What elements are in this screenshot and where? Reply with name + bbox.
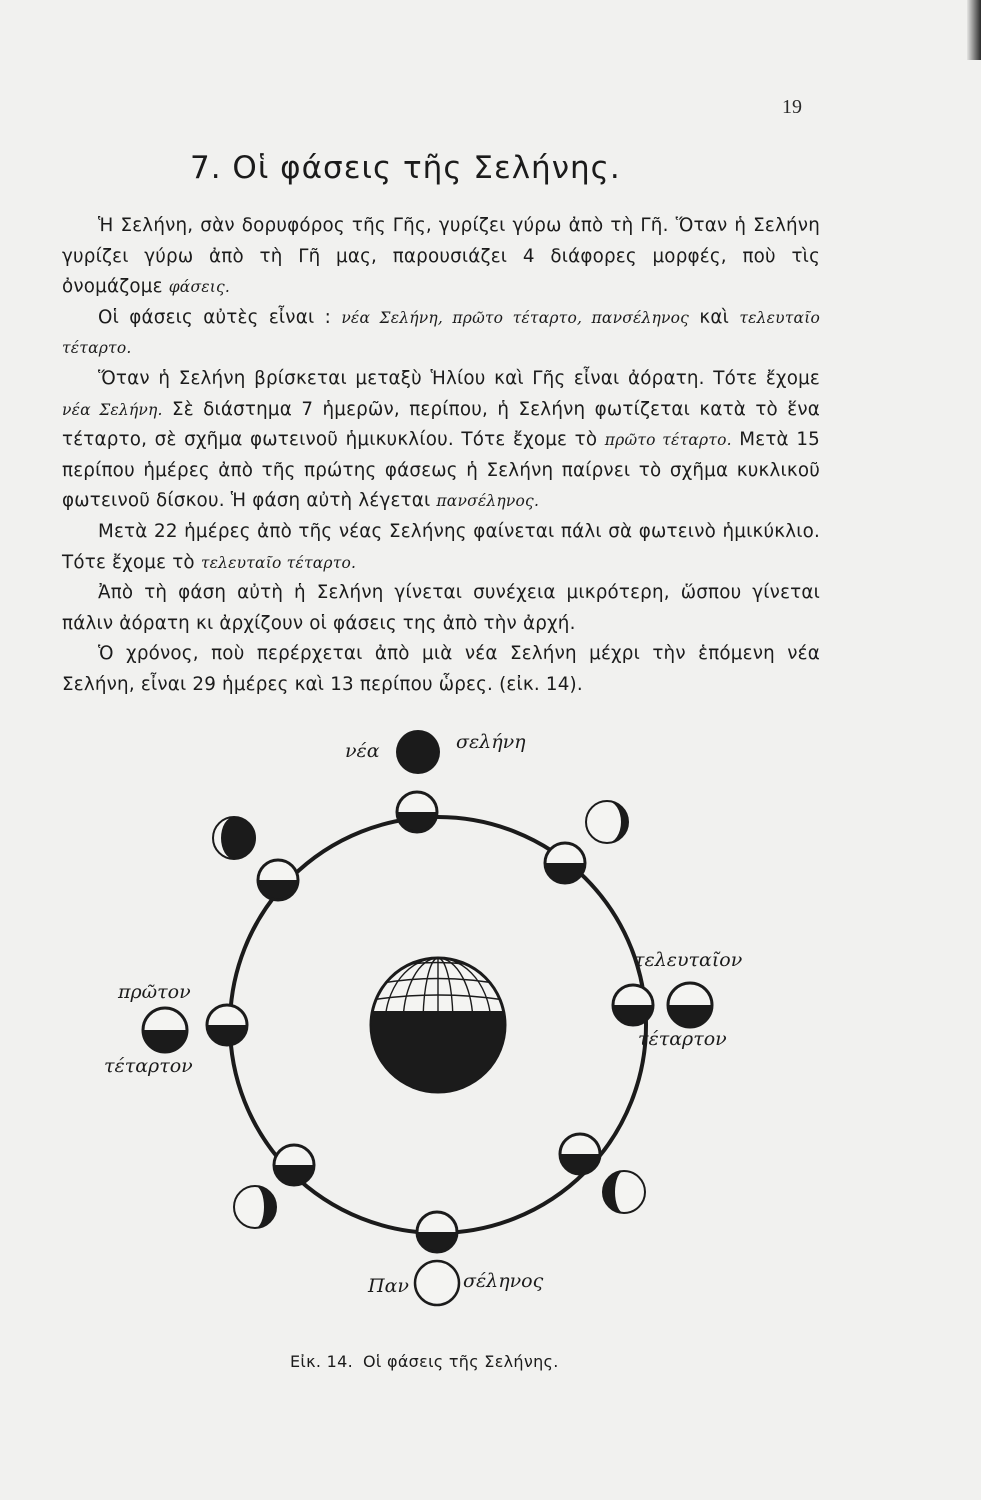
moon-crescent-upper-left-outer [213, 817, 255, 859]
paragraph-2-and: καὶ [699, 306, 729, 328]
figure-caption-text: Οἱ φάσεις τῆς Σελήνης. [362, 1352, 559, 1371]
figure-caption [290, 1352, 559, 1371]
label-new-moon-right: σελήνη [456, 731, 526, 753]
moon-orbit-right [613, 985, 653, 1025]
term-last-quarter: τελευταῖο τέταρτο. [62, 308, 821, 358]
label-new-moon-left: νέα [345, 740, 380, 762]
term-first-quarter: πρῶτο τέταρτο. [604, 431, 732, 450]
paragraph-3-text-b: Σὲ διάστημα 7 ἡμερῶν, περίπου, ἡ Σελήνη φωτίζεται κατὰ τὸ ἕνα τέταρτο, σὲ σχῆμα φωτεινοῦ ἡμικυκλίου. Τότε ἔχομε τὸ [62, 398, 820, 451]
label-first-quarter-bottom: τέταρτον [104, 1055, 193, 1077]
body-text [62, 211, 820, 701]
moon-orbit-upper-left [258, 860, 298, 900]
moon-orbit-lower-left [274, 1145, 314, 1185]
term-last-quarter-2: τελευταῖο τέταρτο. [200, 553, 357, 572]
moon-gibbous-lower-left-outer [234, 1186, 276, 1228]
term-full-moon: πανσέληνος. [436, 492, 540, 511]
chapter-title: 7. Οἱ φάσεις τῆς Σελήνης. [190, 150, 621, 186]
paragraph-2-text: Οἱ φάσεις αὐτὲς εἶναι : [98, 306, 331, 328]
moon-orbit-lower-right [560, 1134, 600, 1174]
earth-globe [360, 958, 520, 1101]
label-full-moon-left: Παν [368, 1275, 409, 1297]
paragraph-1-text: Ἡ Σελήνη, σὰν δορυφόρος τῆς Γῆς, γυρίζει γύρω ἀπὸ τὴ Γῆ. Ὅταν ἡ Σελήνη γυρίζει γύρω ἀπὸ τὴ Γῆ μας, παρουσιάζει 4 διάφορες μορφές, ποὺ τὶς ὀνομάζομε [62, 215, 820, 298]
paragraph-3-text-c: Μετὰ 15 περίπου ἡμέρες ἀπὸ τῆς πρώτης φάσεως ἡ Σελήνη παίρνει τὸ σχῆμα κυκλικοῦ φωτεινοῦ δίσκου. Ἡ φάση αὐτὴ λέγεται [62, 429, 821, 512]
paragraph-3 [62, 364, 820, 517]
moon-new-outer [396, 730, 440, 774]
paragraph-1 [62, 211, 820, 303]
moon-orbit-bottom [417, 1212, 457, 1252]
label-last-quarter-top: τελευταῖον [634, 949, 743, 971]
moon-orbit-left [207, 1005, 247, 1045]
paragraph-2 [62, 303, 820, 364]
paragraph-5: Ἀπὸ τὴ φάση αὐτὴ ἡ Σελήνη γίνεται συνέχεια μικρότερη, ὥσπου γίνεται πάλιν ἀόρατη κι ἀρχίζουν οἱ φάσεις της ἀπὸ τὴν ἀρχή. [62, 582, 820, 634]
label-full-moon-right: σέληνος [463, 1270, 544, 1292]
moon-gibbous-lower-right-outer [603, 1171, 645, 1213]
moon-full-outer [415, 1261, 459, 1305]
moon-phases-diagram [0, 720, 981, 1360]
paragraph-6: Ὁ χρόνος, ποὺ περέρχεται ἀπὸ μιὰ νέα Σελήνη μέχρι τὴν ἑπόμενη νέα Σελήνη, εἶναι 29 ἡμέρες καὶ 13 περίπου ὧρες. (εἰκ. 14). [62, 643, 820, 695]
moon-orbit-upper-right [545, 843, 585, 883]
moon-last-quarter-outer [668, 983, 712, 1027]
page-number: 19 [782, 96, 802, 118]
moon-crescent-upper-right-outer [586, 801, 628, 843]
moon-first-quarter-outer [143, 1008, 187, 1052]
page-edge-shadow [967, 0, 981, 60]
term-new-moon: νέα Σελήνη. [62, 400, 163, 419]
paragraph-4 [62, 517, 820, 578]
label-first-quarter-top: πρῶτον [118, 981, 191, 1003]
moon-orbit-top [397, 792, 437, 832]
paragraph-4-text: Μετὰ 22 ἡμέρες ἀπὸ τῆς νέας Σελήνης φαίνεται πάλι σὰ φωτεινὸ ἡμικύκλιο. Τότε ἔχομε τὸ [62, 520, 820, 573]
paragraph-3-text-a: Ὅταν ἡ Σελήνη βρίσκεται μεταξὺ Ἡλίου καὶ Γῆς εἶναι ἀόρατη. Τότε ἔχομε [98, 367, 820, 389]
term-phase-names: νέα Σελήνη, πρῶτο τέταρτο, πανσέληνος [341, 308, 690, 327]
label-last-quarter-bottom: τέταρτον [638, 1028, 727, 1050]
figure-number: Εἰκ. 14. [290, 1352, 353, 1371]
term-phases: φάσεις. [168, 278, 231, 297]
